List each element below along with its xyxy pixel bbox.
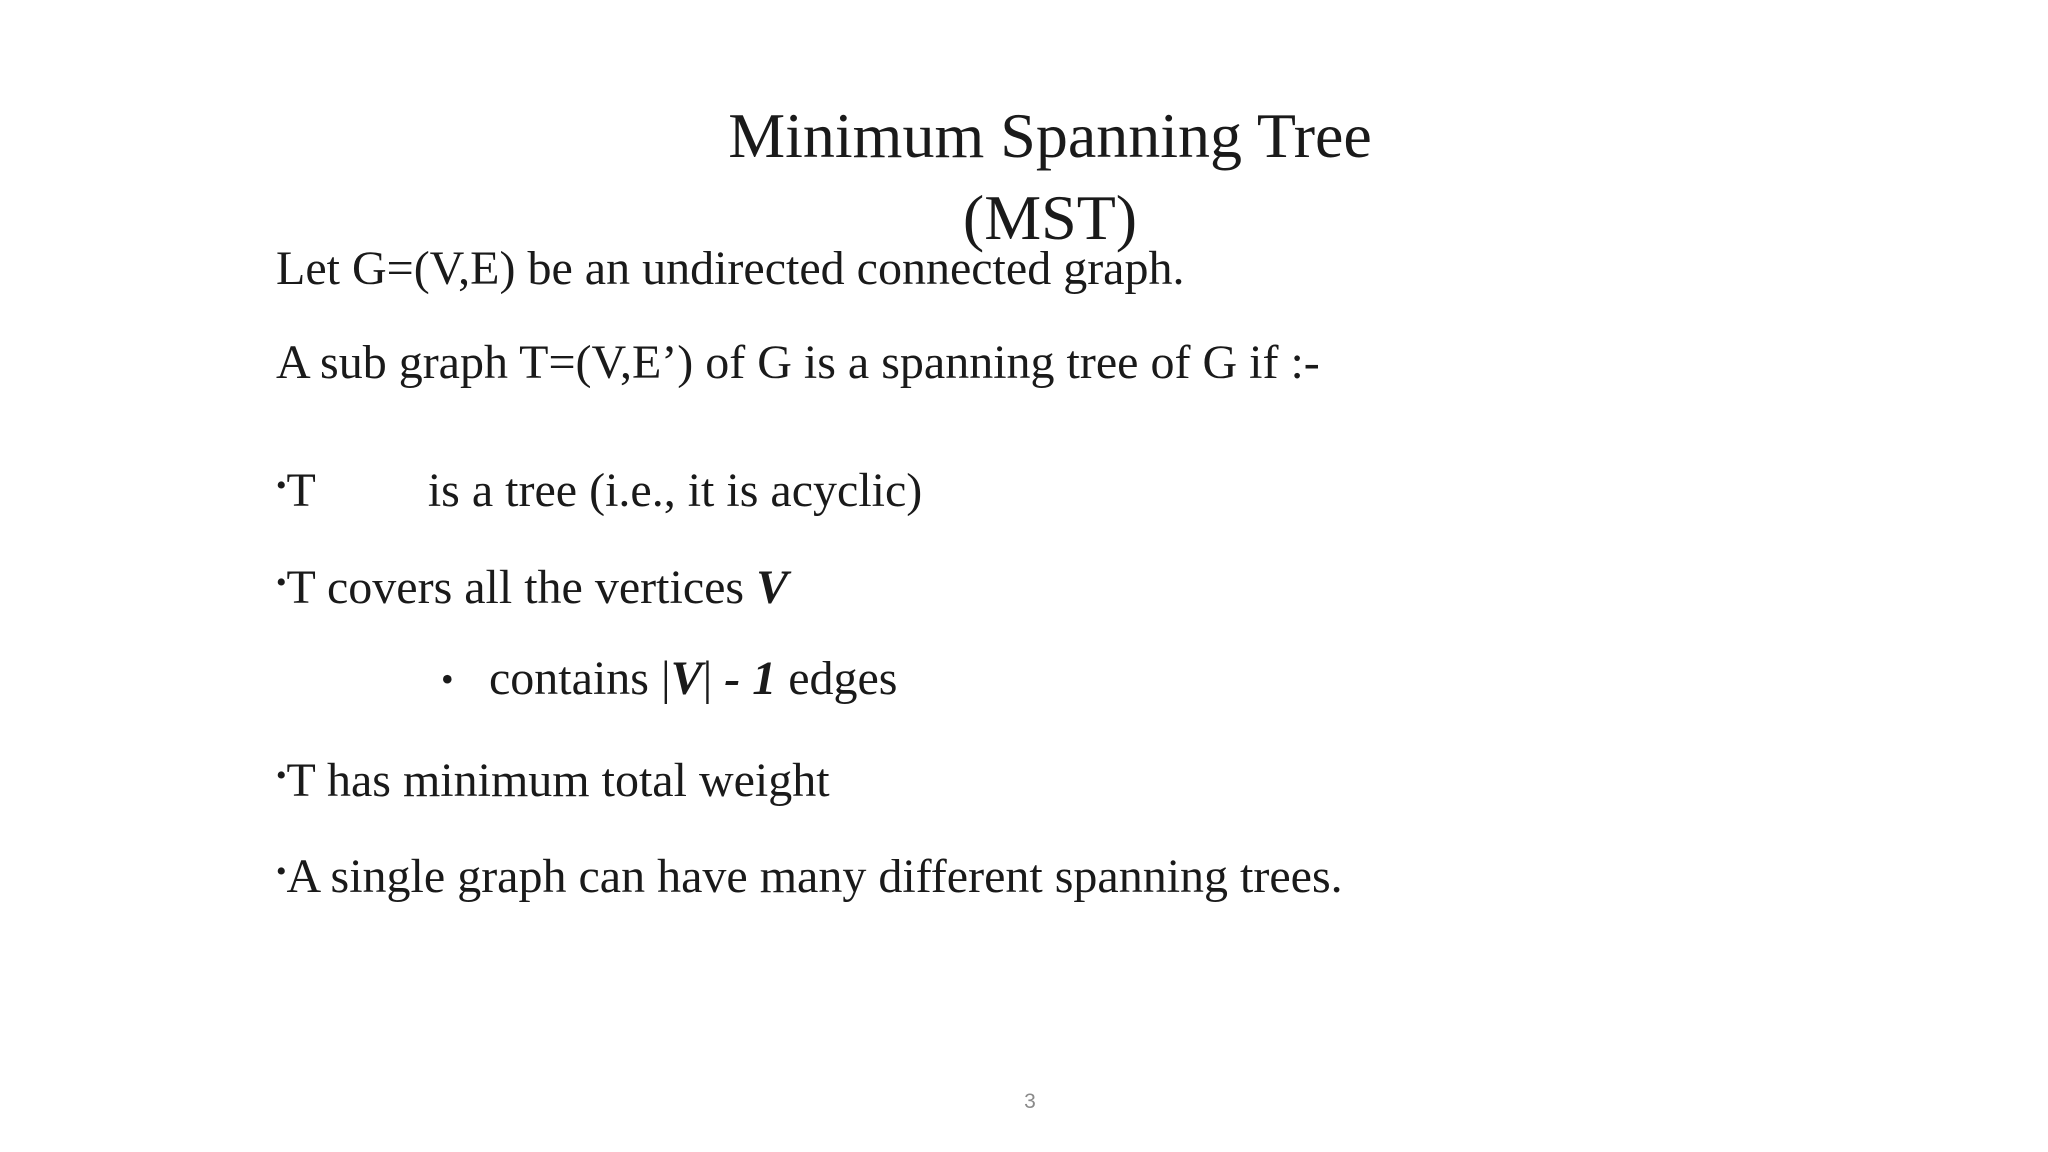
bullet-text: is a tree (i.e., it is acyclic): [427, 464, 923, 517]
page-number: 3: [1024, 1090, 1036, 1113]
sub-text-post: edges: [776, 652, 898, 705]
sub-bullet-text: [489, 649, 897, 709]
sub-text-mid: |: [702, 652, 725, 705]
sub-text-pre: contains |: [489, 652, 671, 705]
bullet-icon: •: [276, 759, 287, 792]
bullet-text: A single graph can have many different spanning trees.: [286, 850, 1343, 903]
bullet-item-many-trees: [276, 842, 1343, 907]
bullet-text: T has minimum total weight: [286, 754, 830, 807]
bullet-emphasis: V: [756, 561, 789, 614]
intro-line-1: Let G=(V,E) be an undirected connected graph.: [276, 242, 1185, 295]
bullet-item-acyclic: [276, 456, 922, 521]
bullet-icon: •: [276, 469, 287, 502]
bullet-icon: •: [276, 566, 287, 599]
sub-text-emph-minus-one: - 1: [724, 652, 777, 705]
slide-title-line2: (MST): [962, 182, 1138, 253]
intro-line-2: A sub graph T=(V,E’) of G is a spanning tree of G if :-: [276, 336, 1320, 389]
bullet-item-min-weight: [276, 746, 830, 811]
bullet-lead: T: [286, 464, 316, 517]
sub-text-emph-v: V: [670, 652, 703, 705]
bullet-icon: •: [276, 855, 287, 888]
sub-bullet-icon: •: [441, 659, 454, 699]
slide-title-line1: Minimum Spanning Tree: [728, 100, 1372, 171]
bullet-item-covers-vertices: [276, 553, 788, 618]
bullet-text: T covers all the vertices: [286, 561, 757, 614]
